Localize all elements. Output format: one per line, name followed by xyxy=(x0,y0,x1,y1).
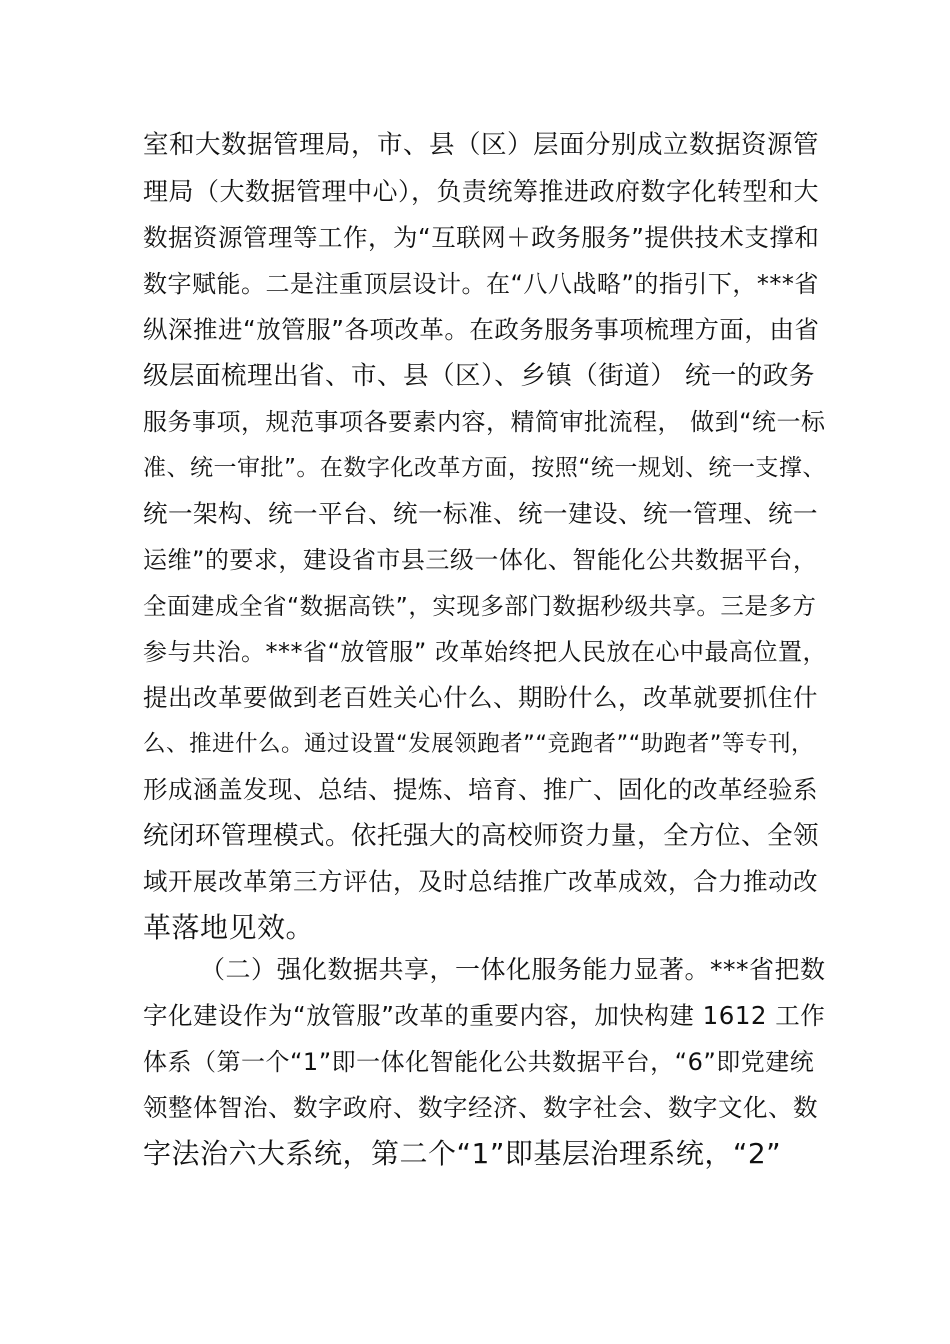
text-line: 形成涵盖发现、总结、提炼、培育、推广、固化的改革经验系 xyxy=(143,775,818,804)
text-line: 革落地见效。 xyxy=(143,911,315,944)
text-line: 室和大数据管理局，市、县（区）层面分别成立数据资源管 xyxy=(143,130,820,160)
text-line: 体系（第一个“1”即一体化智能化公共数据平台，“6”即党建统 xyxy=(143,1048,815,1076)
text-line: 字化建设作为“放管服”改革的重要内容，加快构建 1612 工作 xyxy=(143,1001,826,1030)
section-heading-line: （二）强化数据共享，一体化服务能力显著。***省把数 xyxy=(200,955,826,984)
text-line: 全面建成全省“数据高铁”，实现多部门数据秒级共享。三是多方 xyxy=(143,592,817,620)
text-line: 字法治六大系统，第二个“1”即基层治理系统，“2” xyxy=(143,1137,782,1170)
text-line: 级层面梳理出省、市、县（区）、乡镇（街道） 统一的政务 xyxy=(143,361,815,391)
text-line: 数字赋能。二是注重顶层设计。在“八八战略”的指引下，***省 xyxy=(143,270,819,298)
text-line: 统一架构、统一平台、统一标准、统一建设、统一管理、统一 xyxy=(143,499,818,528)
text-line: 运维”的要求，建设省市县三级一体化、智能化公共数据平台， xyxy=(143,546,818,574)
text-line: 理局（大数据管理中心），负责统筹推进政府数字化转型和大 xyxy=(143,177,820,206)
text-line: 纵深推进“放管服”各项改革。在政务服务事项梳理方面，由省 xyxy=(143,315,820,344)
text-line: 么、推进什么。通过设置“发展领跑者”“竞跑者”“助跑者”等专刊， xyxy=(143,731,814,757)
text-line: 数据资源管理等工作，为“互联网＋政务服务”提供技术支撑和 xyxy=(143,223,820,252)
text-line: 准、统一审批”。在数字化改革方面，按照“统一规划、统一支撑、 xyxy=(143,455,826,481)
text-line: 参与共治。***省“放管服” 改革始终把人民放在心中最高位置， xyxy=(143,638,827,666)
text-line: 提出改革要做到老百姓关心什么、期盼什么，改革就要抓住什 xyxy=(143,683,818,712)
text-line: 领整体智治、数字政府、数字经济、数字社会、数字文化、数 xyxy=(143,1093,818,1122)
text-line: 服务事项，规范事项各要素内容，精简审批流程， 做到“统一标 xyxy=(143,408,826,436)
text-line: 域开展改革第三方评估，及时总结推广改革成效，合力推动改 xyxy=(143,867,818,896)
text-line: 统闭环管理模式。依托强大的高校师资力量，全方位、全领 xyxy=(143,821,820,851)
